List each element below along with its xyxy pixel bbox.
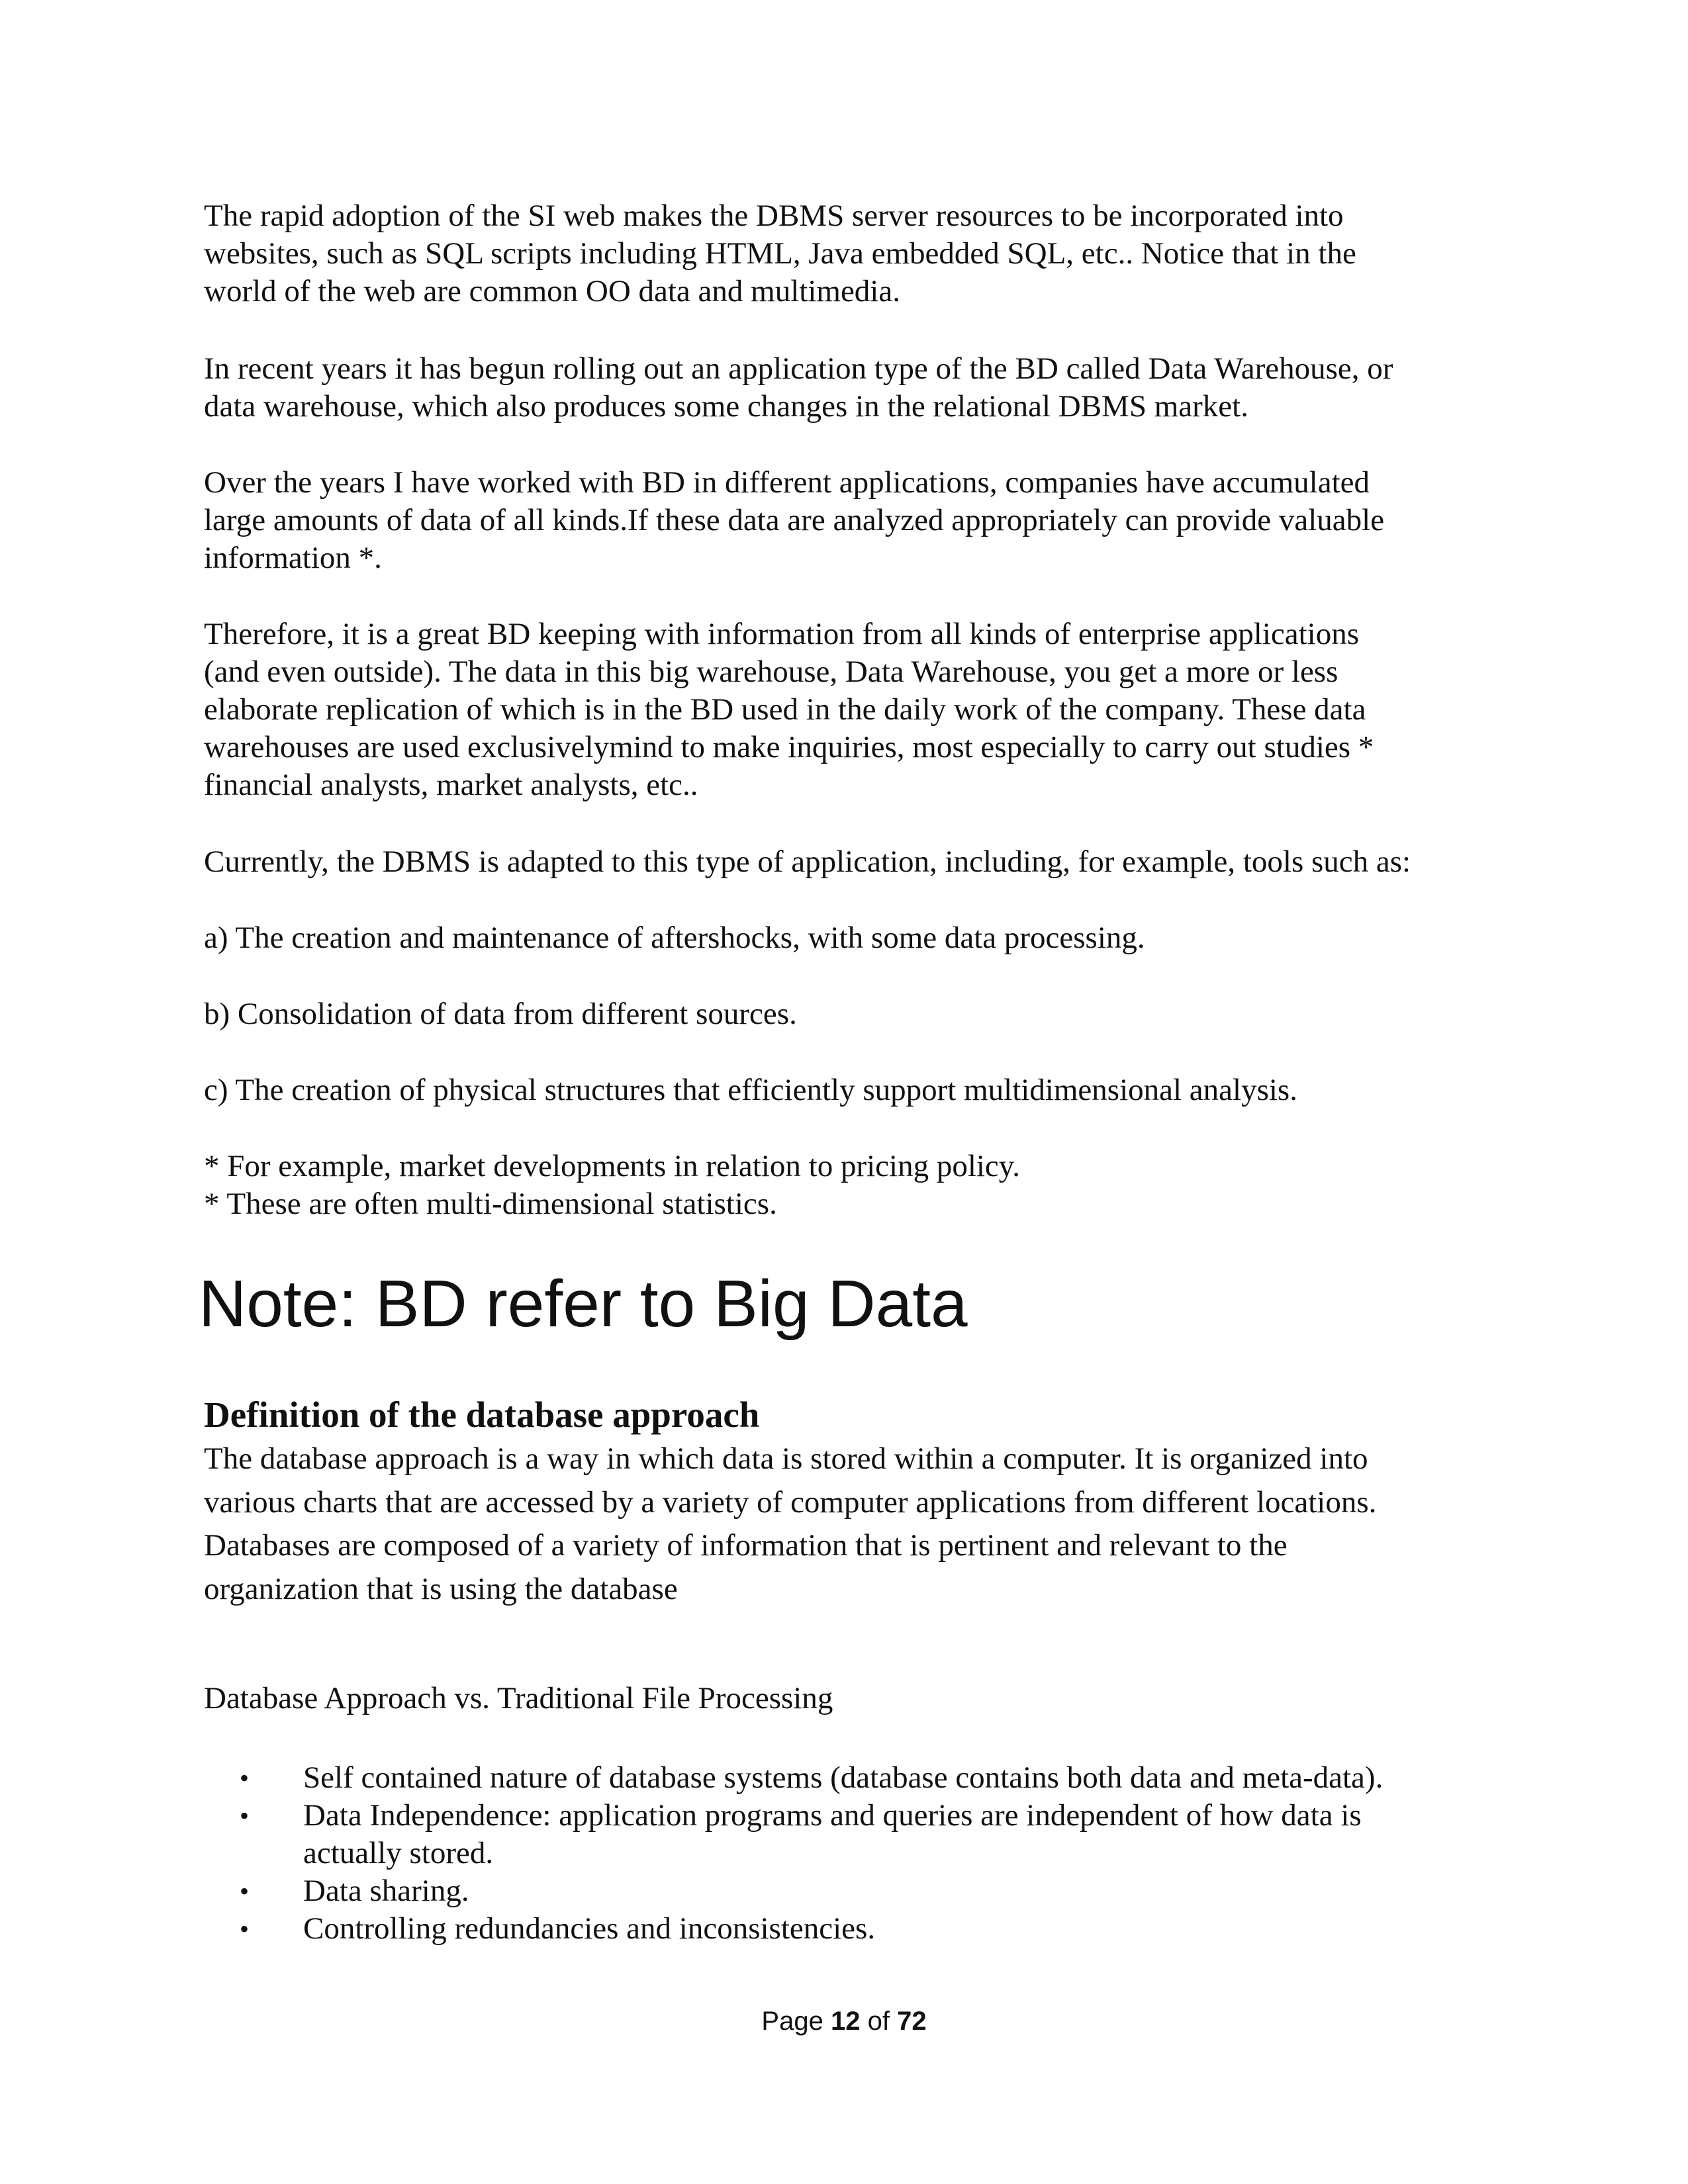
paragraph-warehouse-use <box>204 615 1534 804</box>
bullet-text: Data Independence: application programs and queries are independent of how data is <box>303 1798 1362 1833</box>
paragraph-dbms-tools-intro <box>204 843 1534 881</box>
text-line: Databases are composed of a variety of information that is pertinent and relevant to the <box>204 1528 1288 1563</box>
text-line: financial analysts, market analysts, etc.. <box>204 768 698 802</box>
text-line: Database Approach vs. Traditional File Processing <box>204 1681 833 1715</box>
footer-of-word: of <box>867 2007 890 2036</box>
bullet-item <box>204 1759 1534 1797</box>
bullet-item <box>204 1797 1534 1872</box>
text-line: Over the years I have worked with BD in different applications, companies have accumulated <box>204 465 1370 500</box>
bullet-text: Data sharing. <box>303 1874 469 1908</box>
text-line: data warehouse, which also produces some changes in the relational DBMS market. <box>204 389 1248 424</box>
footer-total-pages: 72 <box>897 2007 927 2036</box>
text-line: The database approach is a way in which data is stored within a computer. It is organized into <box>204 1441 1368 1476</box>
bullet-icon: • <box>240 1763 250 1793</box>
paragraph-si-web <box>204 197 1534 310</box>
text-line: various charts that are accessed by a variety of computer applications from different locations. <box>204 1484 1377 1520</box>
bullet-item <box>204 1910 1534 1948</box>
text-line: large amounts of data of all kinds.If these data are analyzed appropriately can provide valuable <box>204 503 1385 537</box>
bullet-item <box>204 1872 1534 1910</box>
list-item-b <box>204 995 1534 1033</box>
footnote-line: * For example, market developments in relation to pricing policy. <box>204 1149 1020 1183</box>
section-heading: Definition of the database approach <box>204 1394 760 1435</box>
paragraph-data-warehouse-intro <box>204 350 1534 426</box>
text-line: b) Consolidation of data from different sources. <box>204 997 797 1031</box>
text-line: In recent years it has begun rolling out an application type of the BD called Data Warehouse, or <box>204 351 1393 386</box>
bullet-text: Controlling redundancies and inconsistencies. <box>303 1911 876 1946</box>
text-line: information *. <box>204 541 382 575</box>
footnote-line: * These are often multi-dimensional statistics. <box>204 1187 777 1221</box>
footer-page-word: Page <box>761 2007 823 2036</box>
text-line: Therefore, it is a great BD keeping with information from all kinds of enterprise applications <box>204 617 1360 651</box>
text-line: organization that is using the database <box>204 1571 678 1606</box>
text-line: Currently, the DBMS is adapted to this type of application, including, for example, tools such as: <box>204 844 1411 879</box>
bullet-icon: • <box>240 1801 250 1831</box>
footnotes <box>204 1148 1534 1223</box>
list-item-c <box>204 1071 1534 1109</box>
comparison-title <box>204 1680 1534 1717</box>
note-heading: Note: BD refer to Big Data <box>199 1267 968 1341</box>
text-line: websites, such as SQL scripts including HTML, Java embedded SQL, etc.. Notice that in the <box>204 236 1356 271</box>
text-line: world of the web are common OO data and multimedia. <box>204 274 900 308</box>
footer-current-page: 12 <box>830 2007 861 2036</box>
paragraph-accumulated-data <box>204 464 1534 577</box>
text-line: (and even outside). The data in this big warehouse, Data Warehouse, you get a more or less <box>204 655 1338 689</box>
text-line: a) The creation and maintenance of aftershocks, with some data processing. <box>204 921 1145 955</box>
bullet-text: actually stored. <box>303 1836 494 1870</box>
text-line: warehouses are used exclusivelymind to make inquiries, most especially to carry out studies * <box>204 730 1374 764</box>
bullet-icon: • <box>240 1876 250 1906</box>
text-line: c) The creation of physical structures that efficiently support multidimensional analysis. <box>204 1073 1297 1107</box>
bullet-text: Self contained nature of database systems (database contains both data and meta-data). <box>303 1760 1383 1795</box>
bullet-icon: • <box>240 1914 250 1944</box>
bullet-list <box>204 1759 1534 1948</box>
definition-paragraph <box>204 1437 1376 1611</box>
text-line: The rapid adoption of the SI web makes the DBMS server resources to be incorporated into <box>204 199 1344 233</box>
page-number-footer <box>0 2005 1688 2037</box>
text-line: elaborate replication of which is in the BD used in the daily work of the company. These data <box>204 692 1366 727</box>
list-item-a <box>204 919 1534 957</box>
